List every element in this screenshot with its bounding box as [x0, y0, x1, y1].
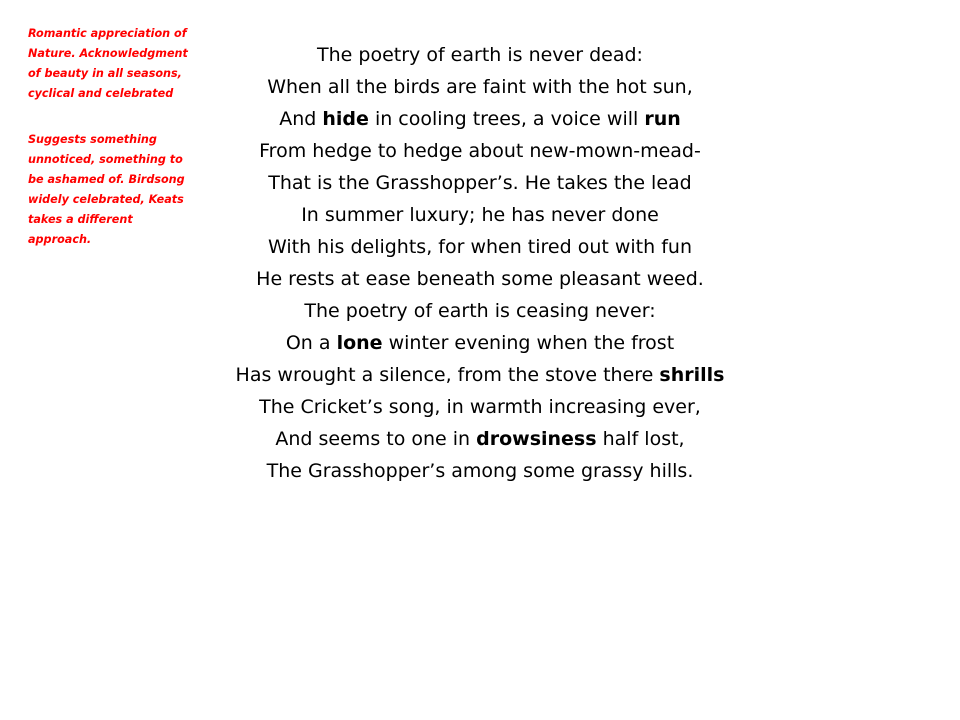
poem-line: [200, 327, 760, 359]
poem-text-segment: He rests at ease beneath some pleasant weed.: [256, 268, 704, 290]
emphasized-word: hide: [322, 108, 369, 130]
emphasized-word: shrills: [659, 364, 725, 386]
poem-text-segment: From hedge to hedge about new-mown-mead-: [259, 140, 701, 162]
annotation-line: approach.: [28, 233, 92, 246]
poem-text-segment: The Cricket’s song, in warmth increasing ever,: [259, 396, 701, 418]
poem-line: [200, 359, 760, 391]
poem-line: [200, 231, 760, 263]
annotation-line: of beauty in all seasons,: [28, 67, 182, 80]
poem-line: [200, 103, 760, 135]
annotation-line: unnoticed, something to: [28, 153, 183, 166]
poem-text-segment: With his delights, for when tired out with fun: [268, 236, 692, 258]
poem-line: [200, 39, 760, 71]
annotation-line: Nature. Acknowledgment: [28, 47, 188, 60]
poem-text-segment: half lost,: [596, 428, 685, 450]
annotation-line: Suggests something: [28, 133, 157, 146]
poem-text-segment: On a: [285, 332, 337, 354]
annotation-line: cyclical and celebrated: [28, 87, 174, 100]
annotation-line: be ashamed of. Birdsong: [28, 173, 185, 186]
poem-text-segment: When all the birds are faint with the hot sun,: [267, 76, 693, 98]
poem-line: [200, 391, 760, 423]
poem-text-segment: The poetry of earth is never dead:: [317, 44, 643, 66]
poem-text-segment: The Grasshopper’s among some grassy hills.: [266, 460, 694, 482]
poem-line: [200, 263, 760, 295]
poem-line: [200, 295, 760, 327]
poem-line: [200, 167, 760, 199]
poem-text-segment: And seems to one in: [275, 428, 477, 450]
annotation-line: Romantic appreciation of: [28, 27, 187, 40]
annotation-birdsong: [28, 130, 206, 250]
poem-text-segment: The poetry of earth is ceasing never:: [304, 300, 656, 322]
poem-text-segment: winter evening when the frost: [382, 332, 675, 354]
annotation-romantic-nature: [28, 24, 206, 104]
poem-line: [200, 71, 760, 103]
annotation-line: takes a different: [28, 213, 133, 226]
poem-line: [200, 455, 760, 487]
emphasized-word: lone: [336, 332, 383, 354]
poem-text-segment: in cooling trees, a voice will: [368, 108, 645, 130]
poem-text-segment: In summer luxury; he has never done: [301, 204, 659, 226]
poem-text-segment: Has wrought a silence, from the stove there: [235, 364, 660, 386]
poem-text-segment: And: [279, 108, 323, 130]
emphasized-word: run: [644, 108, 681, 130]
poem-text: [200, 39, 760, 487]
poem-line: [200, 199, 760, 231]
poem-line: [200, 135, 760, 167]
poem-text-segment: That is the Grasshopper’s. He takes the lead: [268, 172, 692, 194]
emphasized-word: drowsiness: [476, 428, 597, 450]
poem-line: [200, 423, 760, 455]
annotation-line: widely celebrated, Keats: [28, 193, 184, 206]
